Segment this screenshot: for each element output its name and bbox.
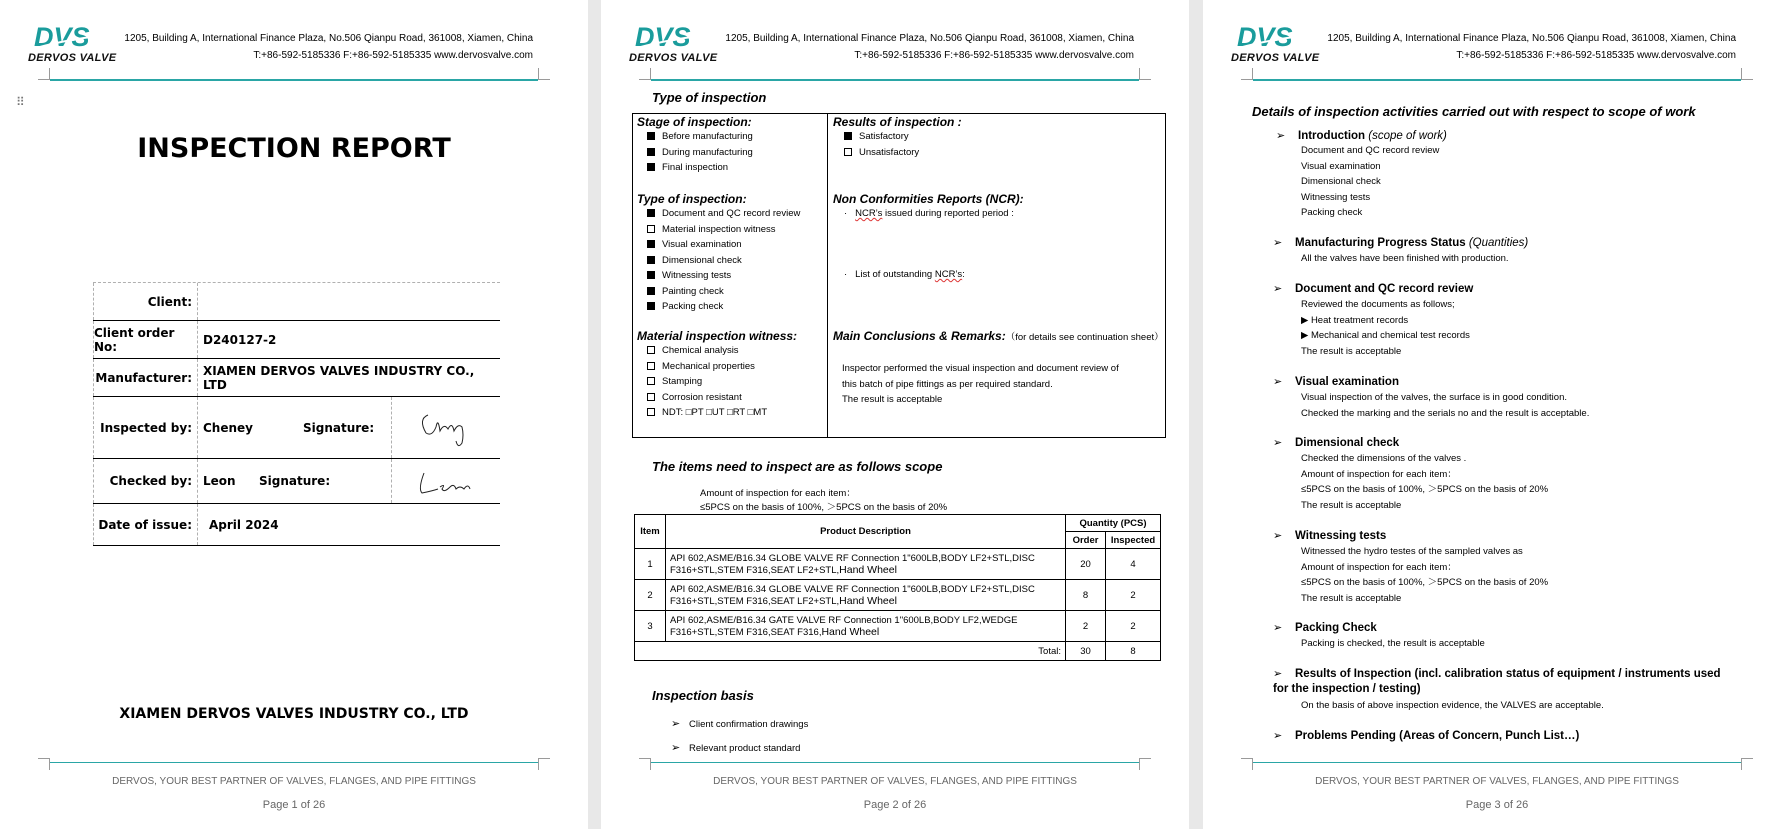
- checkbox-label: Chemical analysis: [662, 345, 739, 356]
- ncr-heading: Non Conformities Reports (NCR):: [833, 192, 1024, 206]
- arrow-bullet-icon: ➢: [1273, 668, 1283, 680]
- logo-mark: DVS: [1237, 22, 1293, 52]
- item-cell: 1: [635, 549, 666, 580]
- section-results-cont: for the inspection / testing): [1273, 683, 1421, 695]
- date-of-issue-row: [93, 504, 500, 546]
- basis-item-label: Relevant product standard: [689, 743, 801, 754]
- body-line: The result is acceptable: [1301, 592, 1402, 604]
- arrow-bullet-icon: ➢: [1273, 437, 1283, 449]
- report-page-1: [0, 0, 588, 829]
- logo-subtitle: DERVOS VALVE: [1231, 52, 1320, 64]
- checkbox-item[interactable]: [647, 343, 767, 359]
- drag-handle-icon[interactable]: ⠿: [16, 95, 23, 109]
- checkbox-item[interactable]: [844, 145, 919, 161]
- description-line: API 602,ASME/B16.34 GLOBE VALVE RF Connection 1"600LB,BODY LF2+STL,DISC: [670, 552, 1035, 564]
- inspected-by-value: Cheney: [203, 420, 253, 435]
- checkbox-checked: [647, 209, 655, 217]
- header-rule: [50, 79, 538, 81]
- section-body: [1301, 143, 1439, 221]
- company-name: XIAMEN DERVOS VALVES INDUSTRY CO., LTD: [119, 706, 469, 722]
- body-line: Checked the marking and the serials no and the result is acceptable.: [1301, 407, 1590, 419]
- checkbox-label: Document and QC record review: [662, 208, 801, 219]
- contact-line: T:+86-592-5185336 F:+86-592-5185335 www.dervosvalve.com: [854, 50, 1134, 61]
- arrow-bullet-icon: ➢: [1273, 376, 1283, 388]
- manufacturer-label: Manufacturer:: [93, 359, 198, 396]
- crop-mark: [538, 68, 550, 80]
- checkbox-checked: [647, 271, 655, 279]
- ncr-outstanding-line: · List of outstanding NCR’s:: [844, 269, 965, 280]
- description-cell: [666, 549, 1066, 580]
- checkbox-label: Packing check: [662, 301, 724, 312]
- report-page-2: [601, 0, 1189, 829]
- footer-rule: [1253, 762, 1741, 763]
- logo-swoosh-icon: [1235, 22, 1325, 52]
- logo-swoosh-icon: [32, 22, 122, 52]
- client-order-value: D240127-2: [203, 332, 277, 347]
- checkbox-unchecked: [647, 408, 655, 416]
- checked-by-label: Checked by:: [93, 459, 198, 503]
- section-title: Document and QC record review: [1295, 283, 1474, 295]
- signature-cheney: [392, 397, 500, 457]
- page-title: INSPECTION REPORT: [137, 133, 451, 164]
- crop-mark: [538, 758, 550, 770]
- body-line: ≤5PCS on the basis of 100%, ＞5PCS on the basis of 20%: [1301, 484, 1549, 495]
- footer-slogan: DERVOS, YOUR BEST PARTNER OF VALVES, FLANGES, AND PIPE FITTINGS: [1315, 776, 1679, 787]
- checkbox-unchecked: [647, 225, 655, 233]
- section-results: [1273, 667, 1721, 680]
- type-of-inspection-heading: Type of inspection: [652, 90, 767, 105]
- type-subheading: Type of inspection:: [637, 192, 747, 206]
- report-page-3: [1203, 0, 1790, 829]
- body-line: Amount of inspection for each item：: [1301, 561, 1457, 573]
- inspected-cell: 2: [1106, 611, 1161, 642]
- section-title: Manufacturing Progress Status: [1295, 237, 1469, 249]
- dervos-logo: [28, 22, 128, 66]
- signature-box: [391, 459, 500, 503]
- checkbox-item[interactable]: [844, 129, 919, 145]
- section-document-review: [1273, 282, 1473, 295]
- total-inspected-cell: 8: [1106, 642, 1161, 661]
- crop-mark: [1741, 758, 1753, 770]
- checked-by-value: Leon: [203, 474, 236, 488]
- description-line: Hand Wheel: [821, 625, 880, 638]
- section-problems: [1273, 729, 1579, 742]
- checkbox-unchecked: [647, 346, 655, 354]
- description-line: Hand Wheel: [839, 594, 897, 607]
- checkbox-label: Before manufacturing: [662, 131, 753, 142]
- report-info-table: [93, 282, 500, 546]
- section-title: Introduction: [1298, 130, 1369, 142]
- crop-mark: [639, 758, 651, 770]
- arrow-bullet-icon: ➢: [1273, 730, 1283, 742]
- arrow-bullet-icon: ➢: [1273, 622, 1283, 634]
- checkbox-item[interactable]: [647, 359, 767, 375]
- checkbox-checked: [647, 132, 655, 140]
- body-line: Amount of inspection for each item：: [1301, 468, 1457, 480]
- conclusions-heading: [833, 329, 1164, 343]
- checkbox-label: Stamping: [662, 376, 703, 387]
- ncr-word: NCR’s: [855, 208, 883, 219]
- conclusion-line: this batch of pipe fittings as per required standard.: [842, 378, 1053, 390]
- crop-mark: [1241, 68, 1253, 80]
- checkbox-item[interactable]: [647, 222, 800, 238]
- checkbox-item[interactable]: [647, 299, 800, 315]
- date-of-issue-value: April 2024: [209, 517, 279, 532]
- quantity-header: Quantity (PCS): [1066, 515, 1161, 532]
- description-cell: [666, 580, 1066, 611]
- checkbox-label: Painting check: [662, 285, 724, 297]
- ncr-outstanding-text: List of outstanding: [855, 269, 935, 280]
- arrow-bullet-icon: ➢: [671, 742, 681, 754]
- header-rule: [1253, 79, 1741, 81]
- ncr-outstanding-colon: :: [962, 269, 965, 280]
- arrow-bullet-icon: ➢: [1276, 130, 1286, 142]
- body-line: Reviewed the documents as follows;: [1301, 299, 1455, 310]
- section-note: (Quantities): [1468, 237, 1529, 249]
- checkbox-checked: [844, 132, 852, 140]
- body-line: Document and QC record review: [1301, 145, 1440, 156]
- results-checklist: [844, 129, 919, 160]
- checkbox-item[interactable]: [647, 145, 753, 161]
- conclusion-line: Inspector performed the visual inspection and document review of: [842, 363, 1119, 374]
- contact-line: T:+86-592-5185336 F:+86-592-5185335 www.dervosvalve.com: [253, 50, 533, 61]
- checkbox-item[interactable]: [647, 390, 767, 406]
- section-body: [1301, 390, 1589, 421]
- section-body: [1301, 636, 1485, 652]
- items-table: [634, 514, 1161, 661]
- address-line: 1205, Building A, International Finance Plaza, No.506 Qianpu Road, 361008, Xiamen, China: [725, 33, 1134, 44]
- client-order-label: Client order No:: [93, 321, 198, 358]
- results-heading: Results of inspection :: [833, 115, 962, 129]
- checkbox-item[interactable]: [647, 237, 800, 253]
- ncr-issued-text: issued during reported period :: [882, 208, 1014, 219]
- description-cell: [666, 611, 1066, 642]
- checkbox-label: Unsatisfactory: [859, 146, 920, 158]
- body-line: ▶ Mechanical and chemical test records: [1301, 330, 1470, 341]
- body-line: The result is acceptable: [1301, 345, 1402, 357]
- inspected-by-label: Inspected by:: [93, 397, 198, 458]
- checkbox-label: NDT: □PT □UT □RT □MT: [662, 407, 768, 418]
- checkbox-label: During manufacturing: [662, 146, 753, 158]
- description-header: Product Description: [666, 515, 1066, 549]
- table-row: [635, 580, 1161, 611]
- section-body: [1301, 451, 1548, 513]
- header-address: [1327, 30, 1736, 64]
- header-address: [725, 30, 1134, 64]
- item-cell: 3: [635, 611, 666, 642]
- date-of-issue-label: Date of issue:: [93, 504, 198, 545]
- footer-slogan: DERVOS, YOUR BEST PARTNER OF VALVES, FLANGES, AND PIPE FITTINGS: [713, 776, 1077, 787]
- crop-mark: [38, 68, 50, 80]
- logo-mark: DVS: [635, 22, 691, 52]
- logo-mark: DVS: [34, 22, 90, 52]
- section-body: [1301, 698, 1604, 714]
- section-dimensional: [1273, 436, 1399, 449]
- header-rule: [651, 79, 1139, 81]
- arrow-bullet-icon: ➢: [671, 718, 681, 730]
- order-cell: 8: [1066, 580, 1106, 611]
- stage-heading: Stage of inspection:: [637, 115, 752, 129]
- address-line: 1205, Building A, International Finance Plaza, No.506 Qianpu Road, 361008, Xiamen, China: [1327, 33, 1736, 44]
- inspected-by-row: [93, 397, 500, 459]
- footer-rule: [651, 762, 1139, 763]
- checkbox-item[interactable]: [647, 268, 800, 284]
- inspected-header: Inspected: [1106, 532, 1161, 549]
- logo-swoosh-icon: [633, 22, 723, 52]
- material-checklist: [647, 343, 767, 421]
- conclusions-note: （for details see continuation sheet）: [1005, 332, 1164, 343]
- crop-mark: [1241, 758, 1253, 770]
- conclusion-line: The result is acceptable: [842, 394, 943, 405]
- section-body: [1301, 544, 1548, 606]
- client-label: Client:: [93, 283, 198, 320]
- checkbox-item[interactable]: [647, 206, 800, 222]
- item-header: Item: [635, 515, 666, 549]
- signature-label: Signature:: [259, 474, 331, 488]
- signature-box: [391, 397, 500, 458]
- checkbox-checked: [647, 302, 655, 310]
- page-number: Page 3 of 26: [1465, 799, 1529, 811]
- crop-mark: [639, 68, 651, 80]
- checkbox-checked: [647, 148, 655, 156]
- amount-line: Amount of inspection for each item：: [700, 488, 856, 499]
- manufacturer-value: XIAMEN DERVOS VALVES INDUSTRY CO., LTD: [203, 363, 475, 392]
- section-witnessing: [1273, 529, 1386, 542]
- crop-mark: [1741, 68, 1753, 80]
- table-row: [635, 611, 1161, 642]
- section-title: Results of Inspection (incl. calibration status of equipment / instruments used: [1295, 668, 1721, 680]
- checkbox-checked: [647, 163, 655, 171]
- section-title: Dimensional check: [1295, 437, 1400, 449]
- conclusions-text: [842, 361, 1119, 408]
- section-packing: [1273, 621, 1377, 634]
- logo-subtitle: DERVOS VALVE: [28, 52, 117, 64]
- body-line: Visual inspection of the valves, the surface is in good condition.: [1301, 392, 1567, 403]
- body-line: Visual examination: [1301, 160, 1381, 172]
- page-number: Page 1 of 26: [262, 799, 326, 811]
- body-line: ▶ Heat treatment records: [1301, 314, 1409, 326]
- body-line: Witnessing tests: [1301, 191, 1371, 203]
- client-order-row: [93, 321, 500, 359]
- body-line: Witnessed the hydro testes of the sampled valves as: [1301, 546, 1523, 557]
- manufacturer-row: [93, 359, 500, 397]
- conclusions-title: Main Conclusions & Remarks:: [833, 329, 1006, 343]
- body-line: Dimensional check: [1301, 176, 1381, 187]
- description-line: F316+STL,STEM F316,SEAT LF2+STL,: [670, 564, 840, 576]
- checkbox-item[interactable]: [647, 129, 753, 145]
- body-line: Checked the dimensions of the valves .: [1301, 453, 1467, 464]
- body-line: Packing check: [1301, 207, 1363, 218]
- description-line: API 602,ASME/B16.34 GATE VALVE RF Connection 1"600LB,BODY LF2,WEDGE: [670, 614, 1018, 626]
- item-cell: 2: [635, 580, 666, 611]
- section-progress: [1273, 236, 1528, 249]
- section-note: (scope of work): [1368, 130, 1447, 142]
- section-title: Packing Check: [1295, 622, 1377, 634]
- checkbox-checked: [647, 256, 655, 264]
- crop-mark: [1139, 758, 1151, 770]
- checkbox-item[interactable]: [647, 160, 753, 176]
- body-line: On the basis of above inspection evidence, the VALVES are acceptable.: [1301, 700, 1604, 711]
- stage-checklist: [647, 129, 753, 176]
- checkbox-item[interactable]: [647, 405, 767, 421]
- order-cell: 20: [1066, 549, 1106, 580]
- inspected-cell: 4: [1106, 549, 1161, 580]
- section-body: [1301, 251, 1509, 267]
- description-line: Hand Wheel: [839, 563, 897, 576]
- ncr-issued-line: · NCR’s issued during reported period :: [844, 208, 1014, 219]
- total-order-cell: 30: [1066, 642, 1106, 661]
- description-line: API 602,ASME/B16.34 GLOBE VALVE RF Connection 1"600LB,BODY LF2+STL,DISC: [670, 583, 1035, 595]
- checkbox-unchecked: [844, 148, 852, 156]
- order-header: Order: [1066, 532, 1106, 549]
- description-line: F316+STL,STEM F316,SEAT LF2+STL,: [670, 595, 840, 607]
- footer-rule: [50, 762, 538, 763]
- crop-mark: [38, 758, 50, 770]
- client-row: [93, 282, 500, 321]
- checkbox-item[interactable]: [647, 284, 800, 300]
- total-row: [635, 642, 1161, 661]
- signature-label: Signature:: [303, 420, 375, 435]
- body-line: All the valves have been finished with production.: [1301, 253, 1509, 264]
- section-body: [1301, 297, 1470, 359]
- address-line: 1205, Building A, International Finance Plaza, No.506 Qianpu Road, 361008, Xiamen, China: [124, 33, 533, 44]
- inspected-cell: 2: [1106, 580, 1161, 611]
- arrow-bullet-icon: ➢: [1273, 237, 1283, 249]
- checkbox-label: Dimensional check: [662, 254, 742, 266]
- body-line: The result is acceptable: [1301, 499, 1402, 511]
- checkbox-label: Mechanical properties: [662, 360, 755, 372]
- arrow-bullet-icon: ➢: [1273, 283, 1283, 295]
- checkbox-checked: [647, 287, 655, 295]
- signature-leon: [392, 459, 500, 503]
- basis-item: [671, 741, 800, 754]
- dervos-logo: [1231, 22, 1331, 66]
- body-line: ≤5PCS on the basis of 100%, ＞5PCS on the basis of 20%: [1301, 577, 1549, 588]
- section-introduction: [1276, 129, 1447, 142]
- checkbox-label: Material inspection witness: [662, 223, 776, 235]
- table-row: [635, 549, 1161, 580]
- items-heading: The items need to inspect are as follows scope: [652, 459, 943, 474]
- checkbox-unchecked: [647, 393, 655, 401]
- inspection-summary-box: [632, 113, 1166, 438]
- dervos-logo: [629, 22, 729, 66]
- basis-item: [671, 717, 808, 730]
- logo-subtitle: DERVOS VALVE: [629, 52, 718, 64]
- checkbox-unchecked: [647, 377, 655, 385]
- description-line: F316+STL,STEM F316,SEAT F316,: [670, 626, 822, 638]
- checkbox-label: Visual examination: [662, 239, 742, 250]
- crop-mark: [1139, 68, 1151, 80]
- order-cell: 2: [1066, 611, 1106, 642]
- details-heading: Details of inspection activities carried out with respect to scope of work: [1252, 104, 1696, 119]
- arrow-bullet-icon: ➢: [1273, 530, 1283, 542]
- checkbox-item[interactable]: [647, 374, 767, 390]
- section-visual: [1273, 375, 1399, 388]
- ncr-word: NCR’s: [934, 269, 963, 280]
- checked-by-row: [93, 459, 500, 504]
- inspection-basis-heading: Inspection basis: [652, 688, 754, 703]
- page-number: Page 2 of 26: [863, 799, 927, 811]
- checkbox-label: Witnessing tests: [662, 270, 732, 281]
- section-title: Problems Pending (Areas of Concern, Punch List…): [1295, 730, 1580, 742]
- body-line: Packing is checked, the result is acceptable: [1301, 638, 1485, 649]
- type-checklist: [647, 206, 800, 315]
- contact-line: T:+86-592-5185336 F:+86-592-5185335 www.dervosvalve.com: [1456, 50, 1736, 61]
- checkbox-item[interactable]: [647, 253, 800, 269]
- column-divider: [827, 114, 828, 437]
- checkbox-label: Corrosion resistant: [662, 391, 742, 403]
- header-address: [124, 30, 533, 64]
- checkbox-checked: [647, 240, 655, 248]
- basis-rule-line: ≤5PCS on the basis of 100%, ＞5PCS on the basis of 20%: [700, 502, 948, 513]
- material-heading: Material inspection witness:: [637, 329, 798, 343]
- total-label: Total:: [635, 642, 1066, 661]
- checkbox-unchecked: [647, 362, 655, 370]
- checkbox-label: Satisfactory: [859, 131, 909, 142]
- basis-item-label: Client confirmation drawings: [689, 719, 809, 730]
- section-title: Witnessing tests: [1295, 530, 1387, 542]
- checkbox-label: Final inspection: [662, 162, 729, 173]
- footer-slogan: DERVOS, YOUR BEST PARTNER OF VALVES, FLANGES, AND PIPE FITTINGS: [112, 776, 476, 787]
- section-title: Visual examination: [1295, 376, 1399, 388]
